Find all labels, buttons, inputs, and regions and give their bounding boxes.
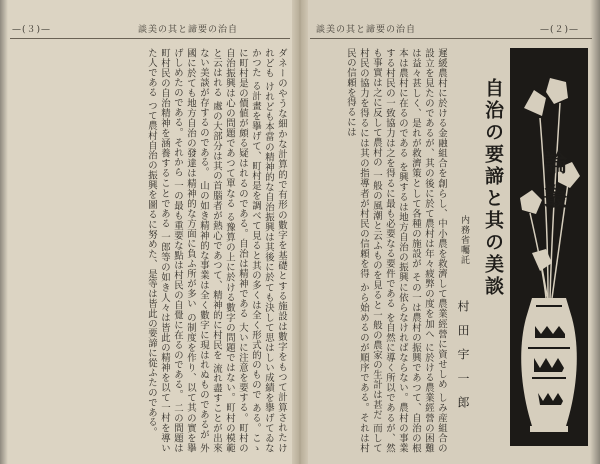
- author-name: 村田宇一郎: [456, 300, 470, 420]
- vase-flower-illustration: [510, 48, 588, 446]
- right-running-head: 談美の其と諦要の治自: [316, 25, 417, 35]
- book-gutter: [292, 0, 308, 464]
- left-column-12: 一の最も重要な點は村民の自覺に在るのである。: [172, 180, 183, 400]
- left-running-head: 談美の其と諦要の治自: [138, 25, 239, 35]
- left-column-2: けれども本當の精神的な自治振興は其後に於ても決して思はしい成績を擧げてゐなかつた: [250, 48, 274, 453]
- left-column-14: 一郎等の如き人々は皆此の精神を以て一村を導いた人である: [146, 48, 170, 453]
- left-column-7: 處の大部分は其の首腦者が熱心であつて、精神的に村民を: [211, 101, 222, 360]
- right-column-2: しみ産組合の設立を見たのであるが、其の後に於て農村は年々疲弊の度を加へ: [423, 48, 447, 453]
- left-column-8: 流れ盡すことが出來ない美談が存するのである。: [198, 48, 222, 453]
- left-page-number: —(３)—: [12, 25, 52, 35]
- right-column-7: を自然に導く所以であるが、然も事實は之に反して農村の: [371, 48, 395, 453]
- left-edge-shadow: [0, 0, 8, 464]
- series-label: 論叢: [539, 150, 568, 218]
- left-column-6: る豫算の上に於ける數字の問題ではない。町村の模範と云はれる: [211, 48, 235, 453]
- left-column-5: 大いに注意を要する。町村の自治振興は心の問題であつて單なる: [224, 48, 248, 453]
- right-column-5: を興するは地方自治の振興に依らなければならない。農村の事業: [397, 162, 408, 453]
- left-column-13: 二の間題は町村民の自治精神を涵養することである: [159, 48, 183, 453]
- left-column-9: 山の如き精神的な事業は全く數字に現はれぬものであるが: [198, 180, 209, 440]
- right-column-6: する村民の一致協力は之を得るに最も必要なる要件である: [384, 48, 395, 309]
- left-body-text: [12, 48, 288, 453]
- right-edge-shadow: [590, 0, 600, 464]
- article-title: 自治の要諦と其の美談: [482, 78, 504, 298]
- right-column-8: 一般の風潮と云ふものを見ると一般の農家の生計は甚だ: [371, 170, 382, 420]
- right-column-9: 而して村民の協力を得るには其の指導者が村民の信頼を得: [358, 48, 382, 453]
- left-column-15: つて農村自治の振興を圖るに努めた、是等は皆此の要諦に從ふたのである。: [146, 100, 157, 438]
- right-column-3: に於ける農業經營の困難は益々甚しく、是れが救濟策として各種の施設が: [410, 48, 434, 453]
- right-column-4: その一は農村の振興であつて、自治の根本は農村に在るのである: [397, 48, 421, 453]
- right-page-number: —(２)—: [540, 25, 580, 35]
- left-column-4: ある。こゝに町村是の價値が頗る疑はれるのである。自治は精神である: [237, 48, 261, 453]
- left-header-rule: [10, 38, 290, 39]
- right-column-1: 遲緩農村に於ける金融組合を創らし、中小農を救濟して農業經營に資せしめ: [436, 48, 447, 390]
- right-body-text: [320, 48, 448, 453]
- left-column-11: の制度を作り、以て其の實を擧げしめたのである。それから: [172, 48, 196, 453]
- left-column-10: 外國に於ても地方自治の發達は精神的な方面に負ふ所が多い: [185, 48, 209, 453]
- right-header-rule: [310, 38, 592, 39]
- right-column-10: から始めるのが順序である。それは村民の信頼を得るには: [345, 48, 369, 453]
- left-column-3: る計畫を擧げて、町村是を調べて見ると其の多くは全く形式的のもので: [250, 81, 261, 400]
- author-affiliation: 内務省囑託: [459, 215, 469, 265]
- left-column-1: ダネーのやうな細かな計算的で有形の數字を基礎とする施設は數字をもつて計算されたけれども: [263, 48, 287, 453]
